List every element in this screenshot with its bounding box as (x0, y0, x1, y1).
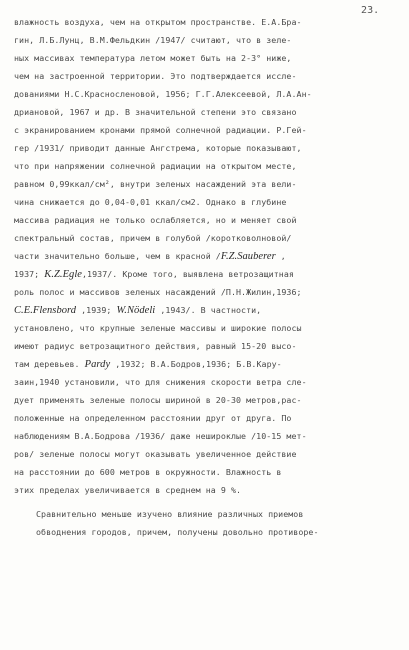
text-line (14, 214, 297, 226)
typed-text: равном 0,99ккал/см², внутри зеленых насаждений эта вели- (14, 179, 297, 189)
text-line (14, 340, 297, 352)
typed-text: ,1943/. В частности, (155, 305, 262, 315)
text-line (14, 52, 291, 64)
typed-text: установлено, что крупные зеленые массивы и широкие полосы (14, 323, 302, 333)
typed-text: ров/ зеленые полосы могут оказывать увеличенное действие (14, 449, 297, 459)
text-line (14, 232, 291, 244)
handwritten-name: W.Nödeli (116, 305, 156, 316)
typed-text: этих пределах увеличивается в среднем на 9 %. (14, 485, 242, 495)
text-line (14, 358, 282, 371)
typed-text: положенные на определенном расстоянии друг от друга. По (14, 413, 292, 423)
typed-text: на расстоянии до 600 метров в окружности. Влажность в (14, 467, 282, 477)
text-line (14, 16, 302, 28)
text-line (14, 286, 302, 298)
text-line (14, 106, 297, 118)
typed-text: гер /1931/ приводит данные Ангстрема, которые показывают, (14, 143, 302, 153)
typed-text: массива радиация не только ослабляется, но и меняет свой (14, 215, 297, 225)
typed-text: , (275, 251, 286, 261)
text-line (14, 124, 307, 136)
typed-text: части значительно больше, чем в красной / (14, 251, 221, 261)
typed-text: гин, Л.Б.Лунц, В.М.Фельдкин /1947/ считают, что в зеле- (14, 35, 292, 45)
text-line (14, 412, 291, 424)
typed-text: влажность воздуха, чем на открытом пространстве. Е.А.Бра- (14, 17, 302, 27)
typed-text: заин,1940 установили, что для снижения скорости ветра сле- (14, 377, 307, 387)
typed-text: спектральный состав, причем в голубой /коротковолновой/ (14, 233, 292, 243)
page-number: 23. (361, 5, 380, 16)
text-line (14, 178, 297, 190)
text-line (14, 34, 291, 46)
typed-text: там деревьев. (14, 359, 85, 369)
text-line (14, 322, 302, 334)
handwritten-name: Pardy (84, 359, 111, 370)
typed-text: дриановой, 1967 и др. В значительной степени это связано (14, 107, 297, 117)
text-line (14, 430, 307, 442)
text-line (36, 508, 303, 520)
typed-text: ных массивах температура летом может быть на 2-3° ниже, (14, 53, 292, 63)
typed-text: чем на застроенной территории. Это подтверждается иссле- (14, 71, 297, 81)
handwritten-name: C.E.Flensbord (14, 305, 77, 316)
text-line (14, 484, 241, 496)
handwritten-name: F.Z.Sauberer (220, 251, 276, 262)
text-line (14, 304, 261, 317)
text-line (36, 526, 319, 538)
text-line (14, 196, 286, 208)
typed-text: 1937; (14, 269, 45, 279)
typed-text: с экранированием кронами прямой солнечной радиации. Р.Гей- (14, 125, 307, 135)
typed-text: что при напряжении солнечной радиации на открытом месте, (14, 161, 297, 171)
typed-text: Сравнительно меньше изучено влияние различных приемов (36, 509, 304, 519)
typed-text: ,1937/. Кроме того, выявлена ветрозащитная (82, 269, 294, 279)
typed-text: наблюдениям В.А.Бодрова /1936/ даже нешироклые /10-15 мет- (14, 431, 307, 441)
text-line (14, 376, 307, 388)
typed-text: имеют радиус ветрозащитного действия, равный 15-20 высо- (14, 341, 297, 351)
text-line (14, 394, 302, 406)
typed-text: обводнения городов, причем, получены довольно противоре- (36, 527, 319, 537)
text-line (14, 448, 297, 460)
handwritten-name: K.Z.Egle (44, 269, 83, 280)
typed-text: чина снижается до 0,04-0,01 ккал/см2. Однако в глубине (14, 197, 287, 207)
text-line (14, 160, 297, 172)
typed-text: дованиями Н.С.Красносленовой, 1956; Г.Г.Алексеевой, Л.А.Ан- (14, 89, 312, 99)
typed-text: ,1939; (76, 305, 117, 315)
typed-text: дует применять зеленые полосы шириной в 20-30 метров,рас- (14, 395, 302, 405)
text-line (14, 466, 281, 478)
text-line (14, 268, 294, 281)
text-line (14, 142, 302, 154)
text-line (14, 88, 312, 100)
typed-text: ,1932; В.А.Бодров,1936; Б.В.Кару- (110, 359, 282, 369)
text-line (14, 250, 286, 263)
text-line (14, 70, 297, 82)
typed-text: роль полос и массивов зеленых насаждений /П.Н.Жилин,1936; (14, 287, 302, 297)
